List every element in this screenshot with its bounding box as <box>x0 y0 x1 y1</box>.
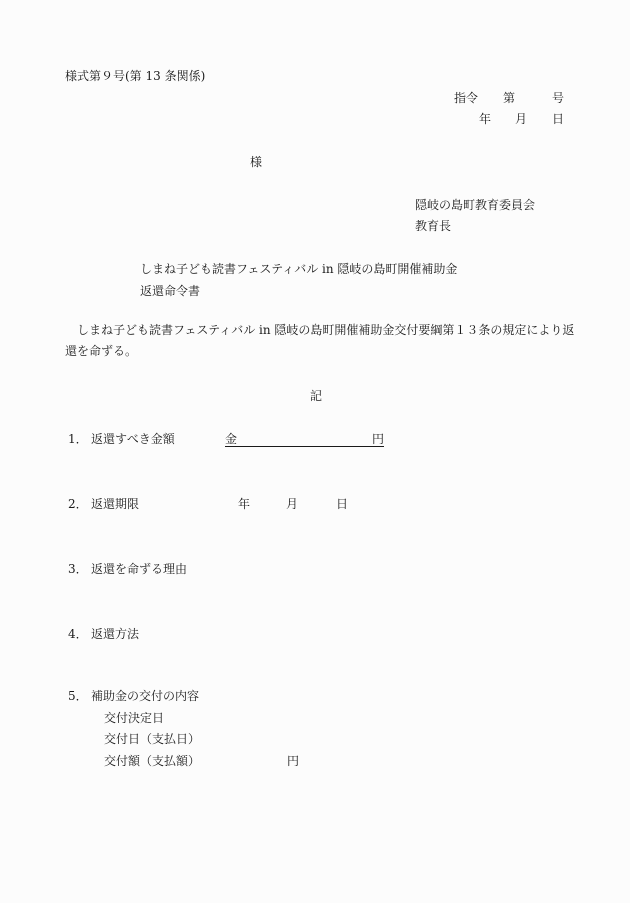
item-number: 1． <box>68 432 88 446</box>
document-title-line2: 返還命令書 <box>140 284 201 298</box>
item-label: 返還を命ずる理由 <box>91 562 188 576</box>
item-label: 返還すべき金額 <box>91 432 175 446</box>
payment-amount-suffix: 円 <box>287 754 300 768</box>
addressee-suffix: 様 <box>250 155 263 169</box>
item-number: 3． <box>68 562 88 576</box>
item-label: 返還方法 <box>91 627 140 641</box>
issuer-title: 教育長 <box>415 219 452 233</box>
amount-underline-field <box>225 433 384 447</box>
item-number: 4． <box>68 627 88 641</box>
amount-suffix: 円 <box>371 432 384 446</box>
issuer-organization: 隠岐の島町教育委員会 <box>415 198 536 212</box>
sub-item-decision-date: 交付決定日 <box>104 711 165 725</box>
body-paragraph: しまね子ども読書フェスティバル in 隠岐の島町開催補助金交付要綱第１３条の規定により返還を命ずる。 <box>65 323 575 358</box>
deadline-day: 日 <box>336 497 349 511</box>
deadline-month: 月 <box>286 497 299 511</box>
ki-heading: 記 <box>310 389 323 403</box>
reference-shirei-label: 指令 <box>454 91 479 105</box>
sub-item-payment-date: 交付日（支払日） <box>104 732 201 746</box>
sub-item-payment-amount: 交付額（支払額） <box>104 754 201 768</box>
form-number: 様式第９号(第 13 条関係) <box>65 69 206 83</box>
issue-date-day: 日 <box>552 112 565 126</box>
reference-dai-label: 第 <box>503 91 516 105</box>
item-label: 返還期限 <box>91 497 140 511</box>
deadline-year: 年 <box>238 497 251 511</box>
issue-date-month: 月 <box>515 112 528 126</box>
item-number: 5． <box>68 689 88 703</box>
reference-go-label: 号 <box>552 91 565 105</box>
document-title-line1: しまね子ども読書フェスティバル in 隠岐の島町開催補助金 <box>140 262 458 276</box>
amount-prefix: 金 <box>225 432 238 446</box>
item-label: 補助金の交付の内容 <box>91 689 200 703</box>
issue-date-year: 年 <box>479 112 492 126</box>
item-number: 2． <box>68 497 88 511</box>
